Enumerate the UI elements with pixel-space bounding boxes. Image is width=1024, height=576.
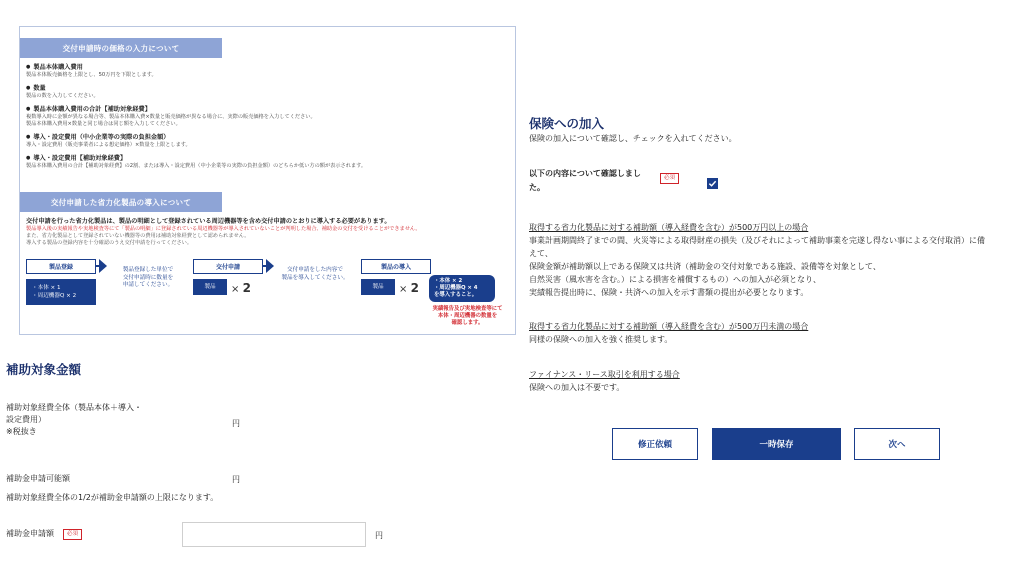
insurance-case-over-5m-title: 取得する省力化製品に対する補助額（導入経費を含む）が500万円以上の場合 [529, 223, 809, 232]
inspection-note-line: 本体・周辺機器の数量を [437, 313, 498, 319]
flow-arrow1-text-line: 交付申請時に数量を [122, 274, 174, 281]
flow-registration-peripheral: ・周辺機器Q × 2 [32, 293, 77, 299]
subsidy-amount-title: 補助対象金額 [6, 362, 82, 377]
flow-application-product-box: 製品 [193, 279, 227, 295]
bubble-line: を導入すること。 [434, 292, 478, 298]
flow-step-grant-application: 交付申請 [193, 259, 263, 274]
guide-lead: 交付申請を行った省力化製品は、製品の明細として登録されている周辺機器等を含め交付申請のとおりに導入する必要があります。 [26, 218, 391, 225]
confirm-label [529, 167, 657, 195]
guide-item-heading: ● 製品本体購入費用 [26, 63, 506, 72]
request-amount-input[interactable] [182, 522, 366, 547]
insurance-case-text: 事業計画期間終了までの間、火災等による取得財産の損失（及びそれによって補助事業を完遂し得ない事による交付取消）に備 [529, 236, 985, 245]
flow-inspection-note [420, 306, 515, 327]
guide-note: 導入する製品の登録内容を十分確認のうえ交付申請を行ってください。 [26, 240, 193, 246]
flow-arrow1-text-line: 製品登録した単位で [122, 267, 174, 273]
total-expense-unit: 円 [232, 419, 240, 428]
total-expense-label [6, 402, 142, 438]
guide-note: また、省力化製品として登録されていない機器等の費用は補助対象経費として認められません。 [26, 233, 250, 239]
required-badge: 必須 [63, 529, 82, 540]
guide-item-desc: 製品本体販売価格を上限とし、50万円を下限とします。 [26, 72, 157, 78]
flow-application-quantity [231, 281, 251, 295]
bubble-line: ・周辺機器Q × 4 [434, 285, 478, 291]
revision-request-button[interactable]: 修正依頼 [612, 428, 698, 460]
product-introduction-guide [26, 217, 512, 247]
flow-introduction-bubble [429, 275, 495, 302]
insurance-case-text: 自然災害（風水害を含む。）による損害を補償するもの）への加入が必須となり、 [529, 275, 821, 284]
guide-item-desc: 製品本体購入費用×数量と同じ場合は同じ額を入力してください。 [26, 121, 181, 127]
flow-arrow2-text [271, 267, 359, 282]
guide-item [26, 63, 506, 79]
insurance-case-text: えて、 [529, 249, 553, 258]
guide-item [26, 154, 506, 170]
flow-registration-box [26, 279, 96, 305]
guide-item-heading: ● 数量 [26, 84, 506, 93]
flow-arrow-icon [99, 259, 107, 273]
insurance-title: 保険への加入 [529, 116, 605, 131]
flow-arrow2-text-line: 製品を導入してください。 [281, 274, 349, 281]
confirm-label-line: た。 [529, 183, 545, 192]
insurance-subtitle: 保険の加入について確認し、チェックを入れてください。 [529, 134, 737, 143]
bubble-line: ・本体 × 2 [434, 278, 463, 284]
guide-item [26, 105, 506, 128]
total-expense-label-line: 補助対象経費全体（製品本体＋導入・ [6, 403, 142, 412]
checkmark-icon [708, 179, 717, 188]
price-input-guide-title: 交付申請時の価格の入力について [20, 38, 222, 58]
guide-item-desc: 複数導入時に金額が異なる場合等、製品本体購入費×数量と販売価格が異なる場合に、実際の販売価格を入力してください。 [26, 114, 316, 120]
insurance-case-finance-lease-title: ファイナンス・リース取引を利用する場合 [529, 370, 680, 379]
guide-item-desc: 製品本体購入費用の合計【補助対象経費】の2割、または導入・設定費用（中小企業等の実際の負担金額）のどちらか低い方の額が表示されます。 [26, 163, 367, 169]
insurance-case-under-5m [529, 320, 1019, 346]
request-amount-label: 補助金申請額 [6, 529, 54, 538]
guide-item-heading: ● 製品本体購入費用の合計【補助対象経費】 [26, 105, 506, 114]
guide-item-desc: 導入・設定費用（販売事業者による想定価格）×数量を上限とします。 [26, 142, 191, 148]
flow-arrow1-text [108, 267, 188, 290]
request-amount-unit: 円 [375, 531, 383, 540]
total-expense-label-line: 設定費用） [6, 415, 46, 424]
price-input-guide-panel [19, 26, 516, 335]
next-button[interactable]: 次へ [854, 428, 940, 460]
possible-amount-unit: 円 [232, 475, 240, 484]
insurance-case-under-5m-title: 取得する省力化製品に対する補助額（導入経費を含む）が500万円未満の場合 [529, 322, 809, 331]
guide-item-heading: ● 導入・設定費用【補助対象経費】 [26, 154, 506, 163]
flow-registration-body: ・本体 × 1 [32, 285, 61, 291]
multiply-sign: × [231, 284, 240, 295]
guide-warning: 製品導入後の実績報告や実地検査等にて「製品の明細」に登録されている周辺機器等が導入されていないことが判明した場合、補助金の交付を受けることができません。 [26, 226, 421, 232]
possible-amount-note: 補助対象経費全体の1/2が補助金申請額の上限になります。 [6, 493, 219, 502]
insurance-case-finance-lease [529, 368, 1019, 394]
temporary-save-button[interactable]: 一時保存 [712, 428, 841, 460]
flow-arrow1-text-line: 申請してください。 [122, 282, 174, 288]
insurance-confirm-checkbox[interactable] [707, 178, 718, 189]
quantity-value: 2 [410, 281, 419, 295]
inspection-note-line: 実績報告及び実地検査等にて [432, 306, 503, 312]
product-introduction-guide-title: 交付申請した省力化製品の導入について [20, 192, 222, 212]
price-input-guide-list [26, 63, 506, 175]
flow-step-product-introduction: 製品の導入 [361, 259, 431, 274]
multiply-sign: × [399, 284, 408, 295]
flow-introduction-product-box: 製品 [361, 279, 395, 295]
quantity-value: 2 [242, 281, 251, 295]
insurance-case-text: 保険金額が補助額以上である保険又は共済（補助金の交付対象である施設、設備等を対象として、 [529, 262, 881, 271]
guide-item [26, 133, 506, 149]
guide-item [26, 84, 506, 100]
inspection-note-line: 確認します。 [451, 320, 484, 326]
possible-amount-label: 補助金申請可能額 [6, 474, 70, 483]
tax-excluded-note: ※税抜き [6, 427, 37, 436]
flow-step-product-registration: 製品登録 [26, 259, 96, 274]
insurance-case-text: 保険への加入は不要です。 [529, 383, 625, 392]
flow-introduction-quantity [399, 281, 419, 295]
insurance-case-text: 実績報告提出時に、保険・共済への加入を示す書類の提出が必要となります。 [529, 288, 809, 297]
insurance-case-over-5m [529, 221, 1019, 299]
insurance-case-text: 同様の保険への加入を強く推奨します。 [529, 335, 673, 344]
confirm-label-line: 以下の内容について確認しまし [529, 169, 641, 178]
flow-arrow2-text-line: 交付申請をした内容で [287, 267, 343, 273]
guide-item-desc: 製品の数を入力してください。 [26, 93, 99, 99]
required-badge: 必須 [660, 173, 679, 184]
guide-item-heading: ● 導入・設定費用（中小企業等の実際の負担金額） [26, 133, 506, 142]
